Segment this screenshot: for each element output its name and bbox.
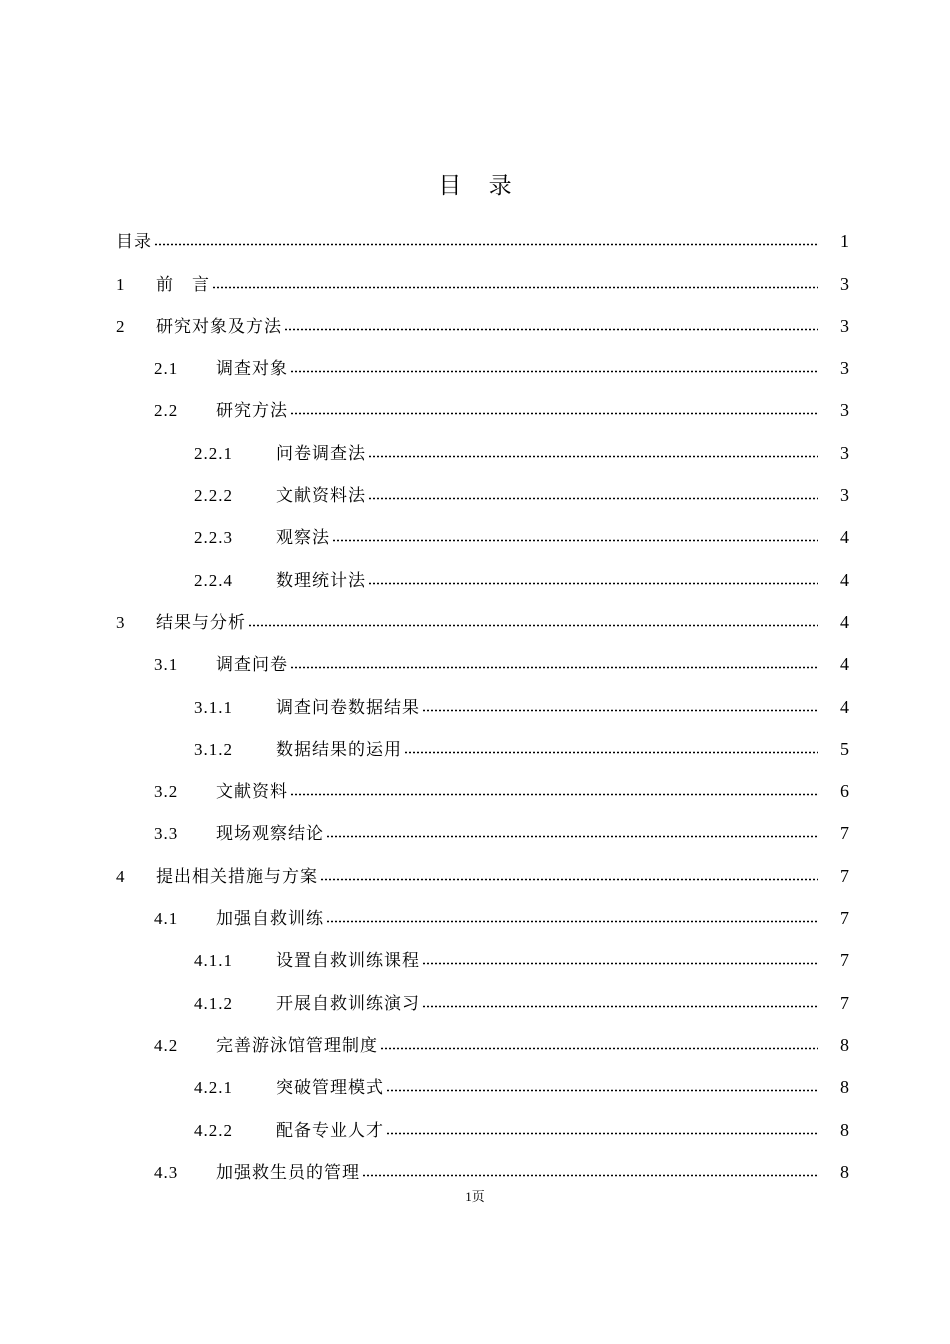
toc-entry-page: 3 <box>840 442 850 463</box>
toc-entry[interactable] <box>116 844 850 886</box>
toc-entry-label: 前 言 <box>156 274 210 295</box>
toc-entry-label: 数理统计法 <box>276 570 366 591</box>
toc-entry-number: 4.1.1 <box>194 951 233 971</box>
toc-entry[interactable] <box>116 633 850 675</box>
toc-entry-number: 3.1 <box>154 655 179 675</box>
toc-entry-page: 8 <box>840 1077 850 1098</box>
toc-entry-number: 4.2.2 <box>194 1120 233 1140</box>
toc-entry-number: 2 <box>116 316 126 336</box>
dot-leader <box>332 539 818 542</box>
toc-entry-label: 提出相关措施与方案 <box>156 866 318 887</box>
toc-entry[interactable] <box>116 464 850 506</box>
table-of-contents <box>116 210 850 1183</box>
toc-entry-label: 开展自救训练演习 <box>276 993 420 1014</box>
toc-entry-number: 3.1.1 <box>194 697 233 717</box>
toc-entry-number: 4.2.1 <box>194 1078 233 1098</box>
dot-leader <box>290 793 818 796</box>
toc-entry-page: 4 <box>840 654 850 675</box>
page-footer: 1页 <box>465 1189 485 1204</box>
toc-entry-label: 调查对象 <box>216 359 288 380</box>
toc-entry-number: 2.2.1 <box>194 443 233 463</box>
toc-entry-number: 2.2 <box>154 401 179 421</box>
toc-entry-number: 2.2.3 <box>194 528 233 548</box>
toc-entry-label: 调查问卷数据结果 <box>276 697 420 718</box>
toc-entry-number: 4.2 <box>154 1035 179 1055</box>
page-title: 目 录 <box>438 173 522 199</box>
toc-entry[interactable] <box>116 379 850 421</box>
toc-entry-page: 8 <box>840 1119 850 1140</box>
toc-entry-label: 配备专业人才 <box>276 1120 384 1141</box>
toc-entry-page: 7 <box>840 908 850 929</box>
dot-leader <box>290 370 818 373</box>
toc-entry-page: 7 <box>840 865 850 886</box>
toc-entry-page: 7 <box>840 950 850 971</box>
dot-leader <box>422 962 818 965</box>
toc-entry[interactable] <box>116 1014 850 1056</box>
toc-entry[interactable] <box>116 929 850 971</box>
toc-entry-number: 2.2.4 <box>194 570 233 590</box>
toc-entry-label: 加强自救训练 <box>216 909 324 930</box>
dot-leader <box>326 835 818 838</box>
toc-entry[interactable] <box>116 887 850 929</box>
dot-leader <box>248 624 818 627</box>
toc-entry-page: 1 <box>840 231 850 252</box>
toc-entry-number: 3 <box>116 612 126 632</box>
dot-leader <box>290 666 818 669</box>
toc-entry-label: 数据结果的运用 <box>276 739 402 760</box>
dot-leader <box>290 412 818 415</box>
dot-leader <box>386 1089 818 1092</box>
toc-entry-page: 8 <box>840 1034 850 1055</box>
toc-entry-number: 2.2.2 <box>194 486 233 506</box>
toc-entry-label: 调查问卷 <box>216 655 288 676</box>
toc-entry-number: 3.3 <box>154 824 179 844</box>
toc-entry[interactable] <box>116 971 850 1013</box>
dot-leader <box>212 286 818 289</box>
dot-leader <box>368 582 818 585</box>
toc-entry[interactable] <box>116 1056 850 1098</box>
toc-entry-page: 7 <box>840 823 850 844</box>
dot-leader <box>380 1047 818 1050</box>
toc-entry-label: 目录 <box>116 232 152 253</box>
toc-entry-label: 文献资料法 <box>276 486 366 507</box>
toc-entry-page: 4 <box>840 569 850 590</box>
toc-entry-number: 4 <box>116 866 126 886</box>
toc-entry-page: 3 <box>840 400 850 421</box>
toc-entry[interactable] <box>116 1141 850 1183</box>
toc-entry-number: 2.1 <box>154 359 179 379</box>
toc-entry[interactable] <box>116 718 850 760</box>
toc-entry[interactable] <box>116 421 850 463</box>
toc-entry-label: 问卷调查法 <box>276 443 366 464</box>
toc-entry[interactable] <box>116 802 850 844</box>
toc-entry-page: 3 <box>840 315 850 336</box>
toc-entry[interactable] <box>116 1098 850 1140</box>
dot-leader <box>362 1174 818 1177</box>
toc-entry-number: 4.1.2 <box>194 993 233 1013</box>
toc-entry-label: 文献资料 <box>216 782 288 803</box>
dot-leader <box>386 1132 818 1135</box>
toc-entry-page: 8 <box>840 1161 850 1182</box>
toc-entry-page: 7 <box>840 992 850 1013</box>
toc-entry[interactable] <box>116 548 850 590</box>
dot-leader <box>320 878 818 881</box>
dot-leader <box>326 920 818 923</box>
toc-entry[interactable] <box>116 295 850 337</box>
dot-leader <box>284 328 818 331</box>
dot-leader <box>422 1005 818 1008</box>
toc-entry-label: 现场观察结论 <box>216 824 324 845</box>
toc-entry[interactable] <box>116 506 850 548</box>
toc-entry[interactable] <box>116 337 850 379</box>
toc-entry-number: 4.1 <box>154 909 179 929</box>
toc-entry-number: 3.2 <box>154 782 179 802</box>
toc-entry-label: 结果与分析 <box>156 612 246 633</box>
toc-entry-label: 完善游泳馆管理制度 <box>216 1035 378 1056</box>
toc-entry[interactable] <box>116 675 850 717</box>
toc-entry-number: 3.1.2 <box>194 739 233 759</box>
toc-entry-page: 4 <box>840 696 850 717</box>
toc-entry-number: 1 <box>116 274 126 294</box>
toc-entry[interactable] <box>116 252 850 294</box>
toc-entry-page: 4 <box>840 527 850 548</box>
toc-entry[interactable] <box>116 591 850 633</box>
toc-entry-label: 研究方法 <box>216 401 288 422</box>
toc-entry-label: 设置自救训练课程 <box>276 951 420 972</box>
dot-leader <box>154 243 818 246</box>
toc-entry-page: 3 <box>840 485 850 506</box>
toc-entry-number: 4.3 <box>154 1162 179 1182</box>
toc-entry-page: 3 <box>840 273 850 294</box>
toc-entry-label: 观察法 <box>276 528 330 549</box>
toc-entry-page: 4 <box>840 611 850 632</box>
toc-entry-label: 加强救生员的管理 <box>216 1162 360 1183</box>
toc-entry[interactable] <box>116 210 850 252</box>
toc-entry-page: 6 <box>840 781 850 802</box>
dot-leader <box>368 497 818 500</box>
toc-entry-label: 突破管理模式 <box>276 1078 384 1099</box>
dot-leader <box>422 709 818 712</box>
toc-entry-label: 研究对象及方法 <box>156 316 282 337</box>
toc-entry[interactable] <box>116 760 850 802</box>
dot-leader <box>404 751 818 754</box>
toc-entry-page: 3 <box>840 358 850 379</box>
toc-entry-page: 5 <box>840 738 850 759</box>
dot-leader <box>368 455 818 458</box>
